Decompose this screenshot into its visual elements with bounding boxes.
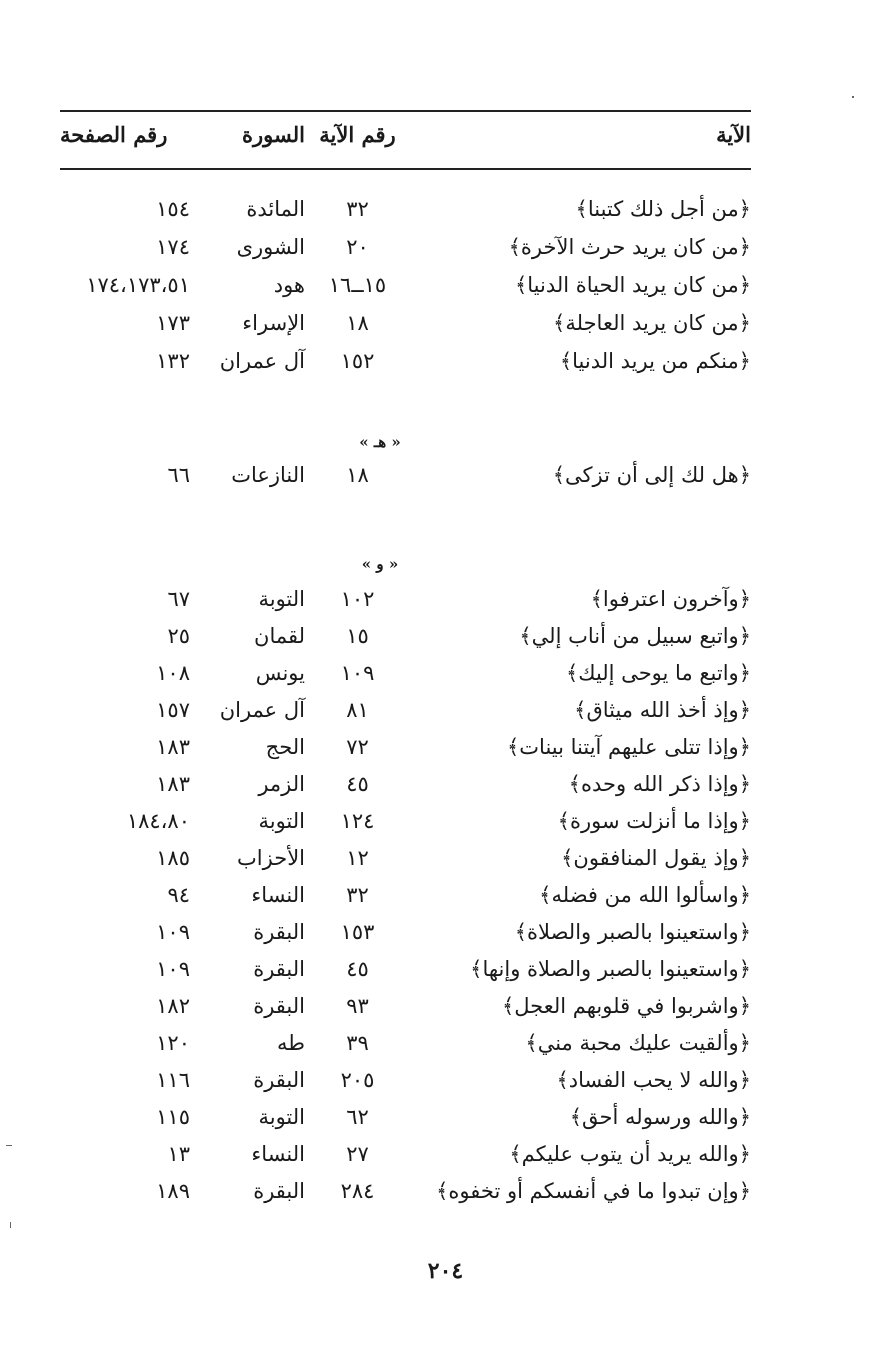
aya-number: ٧٢	[346, 735, 369, 759]
aya-number: ٤٥	[346, 957, 369, 981]
aya-text: ﴿واسألوا الله من فضله﴾	[539, 883, 751, 907]
table-row	[60, 840, 751, 876]
scan-speck	[10, 1222, 11, 1228]
table-row	[60, 305, 751, 341]
header-page: رقم الصفحة	[60, 122, 168, 147]
sura-name: الزمر	[258, 772, 305, 796]
sura-name: التوبة	[258, 809, 305, 833]
table-row	[60, 267, 751, 303]
header-sura: السورة	[242, 122, 305, 147]
table-row	[60, 1099, 751, 1135]
aya-text: ﴿واستعينوا بالصبر والصلاة﴾	[514, 920, 751, 944]
page-ref: ١٣٢	[156, 349, 190, 373]
aya-number: ٢٠	[346, 235, 369, 259]
page-number: ٢٠٤	[427, 1258, 464, 1284]
table-row	[60, 988, 751, 1024]
aya-number: ١٥٣	[340, 920, 375, 944]
aya-number: ٣٩	[346, 1031, 369, 1055]
aya-text: ﴿منكم من يريد الدنيا﴾	[559, 349, 751, 373]
page-ref: ١٥٤	[156, 197, 190, 221]
aya-number: ٨١	[346, 698, 369, 722]
sura-name: طه	[277, 1031, 305, 1055]
sura-name: يونس	[255, 661, 305, 685]
page-ref: ١٨٩	[156, 1179, 190, 1203]
table-row	[60, 766, 751, 802]
table-row	[60, 457, 751, 493]
scan-speck	[6, 1145, 12, 1146]
table-row	[60, 581, 751, 617]
aya-text: ﴿من كان يريد حرث الآخرة﴾	[508, 235, 751, 259]
sura-name: النساء	[251, 883, 305, 907]
aya-text: ﴿من كان يريد العاجلة﴾	[553, 311, 751, 335]
aya-number: ٢٧	[346, 1142, 369, 1166]
section-letter: « هـ »	[359, 433, 401, 451]
page-ref: ١٨٢	[156, 994, 190, 1018]
page-ref: ١٠٩	[156, 957, 190, 981]
header-aya-number: رقم الآية	[319, 122, 396, 147]
aya-number: ٩٣	[346, 994, 369, 1018]
table-row	[60, 729, 751, 765]
aya-number: ٢٨٤	[340, 1179, 375, 1203]
sura-name: الأحزاب	[237, 846, 305, 870]
aya-text: ﴿واتبع ما يوحى إليك﴾	[565, 661, 751, 685]
table-row	[60, 914, 751, 950]
sura-name: البقرة	[253, 1179, 305, 1203]
aya-number: ٦٢	[346, 1105, 369, 1129]
table-row	[60, 1025, 751, 1061]
aya-number: ١٠٩	[340, 661, 375, 685]
sura-name: الإسراء	[242, 311, 305, 335]
aya-text: ﴿وإذ يقول المنافقون﴾	[561, 846, 751, 870]
table-row	[60, 191, 751, 227]
sura-name: النازعات	[231, 463, 305, 487]
aya-text: ﴿وإذا ما أنزلت سورة﴾	[557, 809, 751, 833]
aya-number: ١٢٤	[340, 809, 375, 833]
aya-number: ٢٠٥	[340, 1068, 375, 1092]
page-ref: ٦٦	[167, 463, 190, 487]
table-row	[60, 655, 751, 691]
table-row	[60, 877, 751, 913]
table-row	[60, 803, 751, 839]
aya-text: ﴿والله لا يحب الفساد﴾	[556, 1068, 751, 1092]
aya-text: ﴿وألقيت عليك محبة مني﴾	[525, 1031, 751, 1055]
aya-text: ﴿واتبع سبيل من أناب إلي﴾	[519, 624, 751, 648]
page-ref: ١٧٤،١٧٣،٥١	[86, 273, 190, 297]
aya-number: ١٠٢	[340, 587, 375, 611]
page-ref: ١٢٠	[156, 1031, 190, 1055]
page-ref: ١٧٤	[156, 235, 190, 259]
page-ref: ١٠٨	[156, 661, 190, 685]
sura-name: البقرة	[253, 1068, 305, 1092]
page-ref: ١٨٤،٨٠	[126, 809, 190, 833]
page-ref: ١٨٣	[156, 735, 190, 759]
sura-name: الشورى	[236, 235, 305, 259]
table-row	[60, 1062, 751, 1098]
sura-name: التوبة	[258, 1105, 305, 1129]
page-ref: ١٠٩	[156, 920, 190, 944]
page-ref: ١٨٣	[156, 772, 190, 796]
aya-text: ﴿من أجل ذلك كتبنا﴾	[575, 197, 751, 221]
aya-text: ﴿هل لك إلى أن تزكى﴾	[552, 463, 751, 487]
page-ref: ١١٦	[156, 1068, 190, 1092]
table-row	[60, 229, 751, 265]
header-rule	[60, 168, 751, 170]
table-row	[60, 1136, 751, 1172]
aya-text: ﴿وإن تبدوا ما في أنفسكم أو تخفوه﴾	[436, 1179, 751, 1203]
page-ref: ٩٤	[167, 883, 190, 907]
table-row	[60, 618, 751, 654]
sura-name: لقمان	[254, 624, 305, 648]
page-ref: ١٨٥	[156, 846, 190, 870]
sura-name: الحج	[265, 735, 305, 759]
sura-name: المائدة	[246, 197, 305, 221]
section-heading	[60, 546, 751, 582]
table-row	[60, 951, 751, 987]
sura-name: البقرة	[253, 920, 305, 944]
sura-name: التوبة	[258, 587, 305, 611]
aya-text: ﴿والله ورسوله أحق﴾	[569, 1105, 751, 1129]
scan-speck	[852, 96, 854, 98]
sura-name: هود	[273, 273, 305, 297]
aya-text: ﴿وإذا تتلى عليهم آيتنا بينات﴾	[506, 735, 751, 759]
page-ref: ١١٥	[156, 1105, 190, 1129]
page-ref: ١٧٣	[156, 311, 190, 335]
aya-number: ١٥ــ١٦	[328, 273, 387, 297]
sura-name: البقرة	[253, 994, 305, 1018]
aya-number: ١٨	[346, 463, 369, 487]
table-row	[60, 343, 751, 379]
table-row	[60, 692, 751, 728]
aya-text: ﴿وإذ أخذ الله ميثاق﴾	[574, 698, 751, 722]
page-ref: ١٣	[167, 1142, 190, 1166]
table-header	[60, 117, 751, 153]
aya-text: ﴿وإذا ذكر الله وحده﴾	[568, 772, 751, 796]
header-aya: الآية	[716, 122, 751, 147]
table-row	[60, 1173, 751, 1209]
page-ref: ٢٥	[167, 624, 190, 648]
page-ref: ١٥٧	[156, 698, 190, 722]
sura-name: النساء	[251, 1142, 305, 1166]
aya-number: ٤٥	[346, 772, 369, 796]
aya-text: ﴿واستعينوا بالصبر والصلاة وإنها﴾	[470, 957, 751, 981]
aya-number: ١٢	[346, 846, 369, 870]
sura-name: آل عمران	[219, 698, 305, 722]
aya-number: ١٥	[346, 624, 369, 648]
aya-number: ١٨	[346, 311, 369, 335]
aya-text: ﴿والله يريد أن يتوب عليكم﴾	[509, 1142, 751, 1166]
aya-number: ١٥٢	[340, 349, 375, 373]
page-ref: ٦٧	[167, 587, 190, 611]
aya-number: ٣٢	[346, 883, 369, 907]
sura-name: آل عمران	[219, 349, 305, 373]
aya-text: ﴿وآخرون اعترفوا﴾	[590, 587, 751, 611]
section-letter: « و »	[361, 555, 399, 573]
section-heading	[60, 424, 751, 460]
aya-number: ٣٢	[346, 197, 369, 221]
sura-name: البقرة	[253, 957, 305, 981]
top-rule	[60, 110, 751, 112]
aya-text: ﴿واشربوا في قلوبهم العجل﴾	[501, 994, 751, 1018]
aya-text: ﴿من كان يريد الحياة الدنيا﴾	[514, 273, 751, 297]
